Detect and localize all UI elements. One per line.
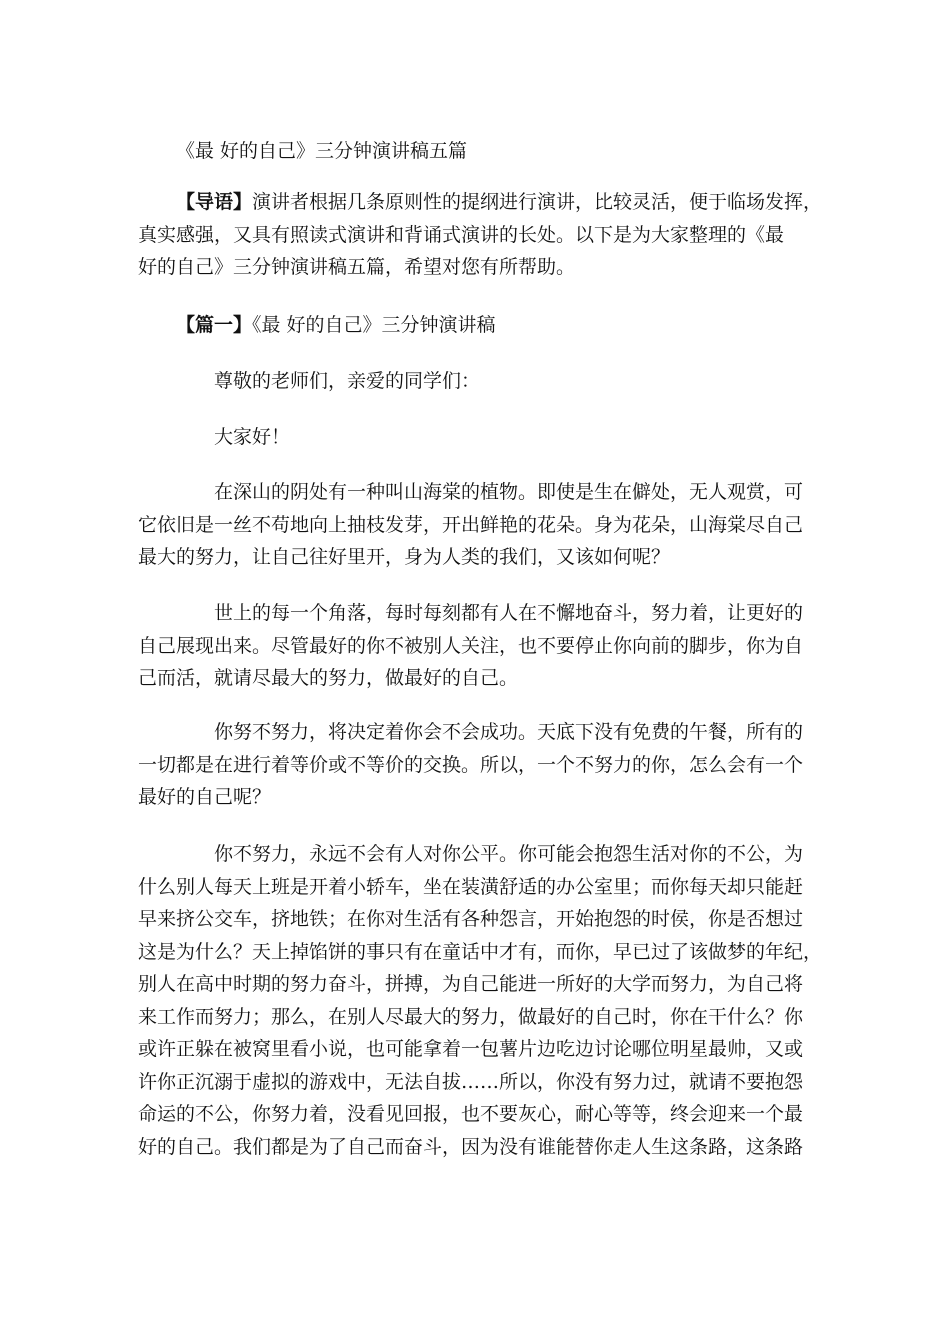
greeting xyxy=(138,421,820,454)
paragraph-line: 早来挤公交车，挤地铁；在你对生活有各种怨言，开始抱怨的时侯，你是否想过 xyxy=(138,908,804,930)
paragraph-line: 或许正躲在被窝里看小说，也可能拿着一包薯片边吃边讨论哪位明星最帅，又或 xyxy=(138,1038,804,1060)
paragraph-line: 别人在高中时期的努力奋斗，拼搏，为自己能进一所好的大学而努力，为自己将 xyxy=(138,973,804,995)
section-heading xyxy=(138,309,820,342)
greeting-text: 大家好！ xyxy=(214,426,291,448)
paragraph-line: 世上的每一个角落，每时每刻都有人在不懈地奋斗，努力着，让更好的 xyxy=(214,602,804,624)
intro-tag: 【导语】 xyxy=(176,191,253,213)
paragraph-line: 它依旧是一丝不苟地向上抽枝发芽，开出鲜艳的花朵。身为花朵，山海棠尽自己 xyxy=(138,513,804,536)
paragraph-line: 自己展现出来。尽管最好的你不被别人关注，也不要停止你向前的脚步，你为自 xyxy=(138,634,804,657)
body-paragraph-2 xyxy=(138,597,820,695)
paragraph-line: 什么别人每天上班是开着小轿车，坐在装潢舒适的办公室里；而你每天却只能赶 xyxy=(138,875,804,898)
document-title: 《最 好的自己》三分钟演讲稿五篇 xyxy=(176,140,468,162)
paragraph-line: 这是为什么？天上掉馅饼的事只有在童话中才有，而你，早已过了该做梦的年纪， xyxy=(138,940,823,963)
paragraph-line: 在深山的阴处有一种叫山海棠的植物。即使是生在僻处，无人观赏，可 xyxy=(214,481,804,503)
paragraph-line: 你努不努力，将决定着你会不会成功。天底下没有免费的午餐，所有的 xyxy=(214,721,804,743)
paragraph-line: 一切都是在进行着等价或不等价的交换。所以，一个不努力的你，怎么会有一个 xyxy=(138,753,804,776)
intro-line: 真实感强，又具有照读式演讲和背诵式演讲的长处。以下是为大家整理的《最 xyxy=(138,223,785,246)
intro-line: 好的自己》三分钟演讲稿五篇，希望对您有所帮助。 xyxy=(138,256,576,278)
section-title: 《最 好的自己》三分钟演讲稿 xyxy=(252,314,496,336)
section-tag: 【篇一】 xyxy=(176,314,253,336)
intro-line xyxy=(138,186,823,219)
paragraph-line: 好的自己。我们都是为了自己而奋斗，因为没有谁能替你走人生这条路，这条路 xyxy=(138,1135,804,1158)
paragraph-line: 命运的不公，你努力着，没看见回报，也不要灰心，耐心等等，终会迎来一个最 xyxy=(138,1103,804,1125)
section-heading-line xyxy=(138,309,820,342)
paragraph-line: 许你正沉溺于虚拟的游戏中，无法自拔……所以，你没有努力过，就请不要抱怨 xyxy=(138,1070,804,1093)
body-paragraph-3 xyxy=(138,716,820,814)
salutation-text: 尊敬的老师们，亲爱的同学们： xyxy=(214,370,481,392)
paragraph-line: 最好的自己呢？ xyxy=(138,786,272,808)
paragraph-line: 最大的努力，让自己往好里开，身为人类的我们，又该如何呢？ xyxy=(138,546,671,568)
salutation xyxy=(138,365,820,398)
intro-paragraph xyxy=(138,186,823,284)
paragraph-line: 来工作而努力；那么，在别人尽最大的努力，做最好的自己时，你在干什么？你 xyxy=(138,1005,804,1028)
paragraph-line: 你不努力，永远不会有人对你公平。你可能会抱怨生活对你的不公，为 xyxy=(214,843,804,865)
paragraph-line: 己而活，就请尽最大的努力，做最好的自己。 xyxy=(138,667,519,689)
body-paragraph-4 xyxy=(138,838,823,1163)
intro-text: 演讲者根据几条原则性的提纲进行演讲，比较灵活，便于临场发挥， xyxy=(252,191,823,213)
body-paragraph-1 xyxy=(138,476,820,574)
